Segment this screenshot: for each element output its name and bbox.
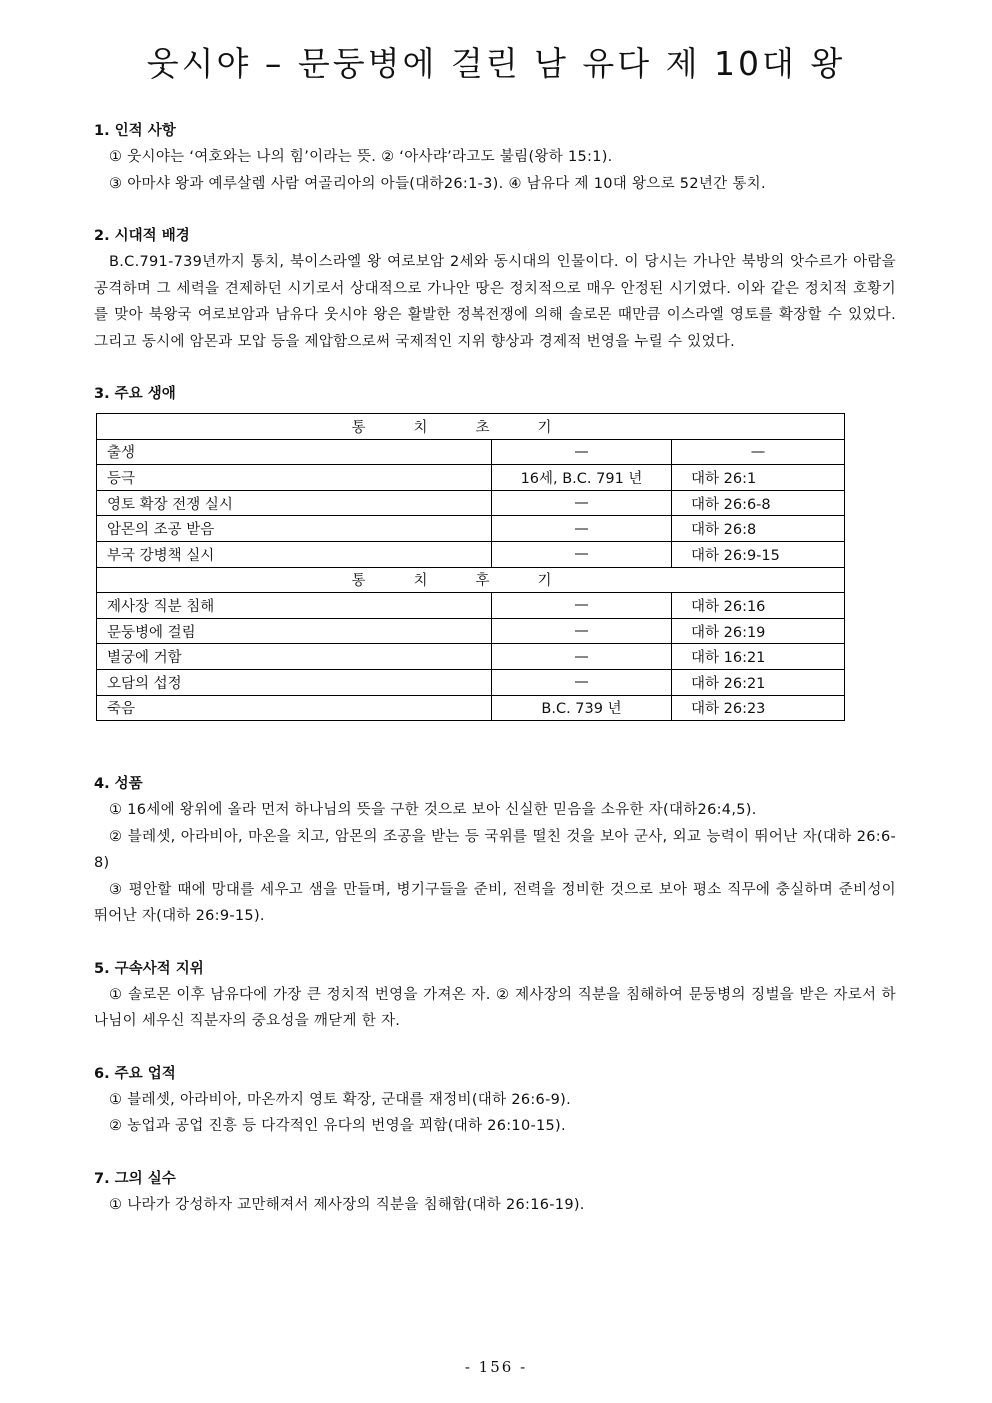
paragraph: ② 블레셋, 아라비아, 마온을 치고, 암몬의 조공을 받는 등 국위를 떨친 것을 보아 군사, 외교 능력이 뛰어난 자(대하 26:6-8): [94, 828, 896, 872]
table-cell-age-date: B.C. 739 년: [492, 695, 672, 721]
table-cell-event: 문둥병에 걸림: [97, 618, 492, 644]
life-table: [96, 413, 845, 721]
section-heading: 4. 성품: [94, 776, 143, 793]
table-cell-age-date: —: [492, 618, 672, 644]
section-heading: 2. 시대적 배경: [94, 228, 190, 244]
table-cell-age-date: —: [492, 669, 672, 695]
table-row: [97, 465, 845, 491]
table-group-row: [97, 567, 845, 593]
table-cell-event: 암몬의 조공 받음: [97, 516, 492, 542]
section-heading: 1. 인적 사항: [94, 123, 176, 139]
table-cell-age-date: —: [492, 593, 672, 619]
paragraph: ③ 평안할 때에 망대를 세우고 샘을 만들며, 병기구들을 준비, 전력을 정비한 것으로 보아 평소 직무에 충실하며 준비성이 뛰어난 자(대하 26:9-15).: [94, 881, 896, 925]
page-title: 웃시야 – 문둥병에 걸린 남 유다 제 10대 왕: [146, 44, 846, 83]
paragraph: ① 웃시야는 ‘여호와는 나의 힘’이라는 뜻. ② ‘아사랴’라고도 불림(왕하 15:1).: [109, 149, 613, 165]
table-group-header: 통치초기: [97, 414, 845, 440]
table-cell-event: 등극: [97, 465, 492, 491]
section-achievements: [94, 1061, 896, 1140]
table-cell-reference: 대하 26:8: [672, 516, 845, 542]
section-personal-info: [94, 118, 896, 197]
table-cell-event: 부국 강병책 실시: [97, 541, 492, 567]
section-heading: 6. 주요 업적: [94, 1065, 176, 1082]
table-cell-age-date: —: [492, 516, 672, 542]
table-cell-reference: 대하 26:21: [672, 669, 845, 695]
table-cell-event: 별궁에 거함: [97, 644, 492, 670]
table-cell-event: 영토 확장 전쟁 실시: [97, 490, 492, 516]
table-cell-reference: 대하 26:1: [672, 465, 845, 491]
table-cell-reference: 대하 26:23: [672, 695, 845, 721]
table-cell-age-date: —: [492, 490, 672, 516]
section-mistakes: [94, 1166, 896, 1219]
table-cell-reference: —: [672, 439, 845, 465]
paragraph: ① 나라가 강성하자 교만해져서 제사장의 직분을 침해함(대하 26:16-19).: [109, 1196, 585, 1213]
table-cell-age-date: 16세, B.C. 791 년: [492, 465, 672, 491]
section-main-life: [94, 381, 896, 721]
table-row: [97, 439, 845, 465]
section-historical-background: [94, 223, 896, 355]
section-heading: 7. 그의 실수: [94, 1170, 176, 1187]
table-cell-event: 출생: [97, 439, 492, 465]
section-heading: 3. 주요 생애: [94, 386, 176, 402]
paragraph: ① 솔로몬 이후 남유다에 가장 큰 정치적 번영을 가져온 자. ② 제사장의 직분을 침해하여 문둥병의 징벌을 받은 자로서 하나님이 세우신 직분자의 중요성을 깨닫게 한 자.: [94, 986, 896, 1030]
table-row: [97, 644, 845, 670]
table-row: [97, 490, 845, 516]
table-cell-event: 오담의 섭정: [97, 669, 492, 695]
table-cell-reference: 대하 16:21: [672, 644, 845, 670]
table-group-header: 통치후기: [97, 567, 845, 593]
table-cell-event: 죽음: [97, 695, 492, 721]
paragraph: ① 16세에 왕위에 올라 먼저 하나님의 뜻을 구한 것으로 보아 신실한 믿음을 소유한 자(대하26:4,5).: [109, 802, 757, 819]
table-row: [97, 516, 845, 542]
document-body: [94, 118, 896, 1244]
paragraph: ② 농업과 공업 진흥 등 다각적인 유다의 번영을 꾀함(대하 26:10-15).: [109, 1118, 566, 1135]
table-row: [97, 669, 845, 695]
table-cell-age-date: —: [492, 644, 672, 670]
page-number: - 156 -: [464, 1358, 528, 1376]
table-cell-age-date: —: [492, 541, 672, 567]
table-cell-event: 제사장 직분 침해: [97, 593, 492, 619]
table-group-row: [97, 414, 845, 440]
paragraph: ① 블레셋, 아라비아, 마온까지 영토 확장, 군대를 재정비(대하 26:6-9).: [109, 1091, 571, 1108]
paragraph: B.C.791-739년까지 통치, 북이스라엘 왕 여로보암 2세와 동시대의 인물이다. 이 당시는 가나안 북방의 앗수르가 아람을 공격하며 그 세력을 견제하던 시기로서 상대적으로 가나안 땅은 정치적으로 매우 안정된 시기였다. 이와 같은 정치적 호황기를 맞아 북왕국 여로보암과 남유다 웃시야 왕은 활발한 정복전쟁에 의해 솔로몬 때만큼 이스라엘 영토를 확장할 수 있었다. 그리고 동시에 암몬과 모압 등을 제압함으로써 국제적인 지위 향상과 경제적 번영을 누릴 수 있었다.: [94, 254, 896, 350]
table-cell-age-date: —: [492, 439, 672, 465]
section-character: [94, 771, 896, 930]
table-row: [97, 541, 845, 567]
table-cell-reference: 대하 26:19: [672, 618, 845, 644]
table-cell-reference: 대하 26:16: [672, 593, 845, 619]
table-row: [97, 593, 845, 619]
paragraph: ③ 아마샤 왕과 예루살렘 사람 여골리아의 아들(대하26:1-3). ④ 남유다 제 10대 왕으로 52년간 통치.: [109, 175, 766, 192]
table-cell-reference: 대하 26:6-8: [672, 490, 845, 516]
table-row: [97, 695, 845, 721]
table-cell-reference: 대하 26:9-15: [672, 541, 845, 567]
section-heading: 5. 구속사적 지위: [94, 960, 204, 977]
section-redemptive-status: [94, 956, 896, 1035]
table-row: [97, 618, 845, 644]
life-table-grid: [96, 413, 845, 721]
